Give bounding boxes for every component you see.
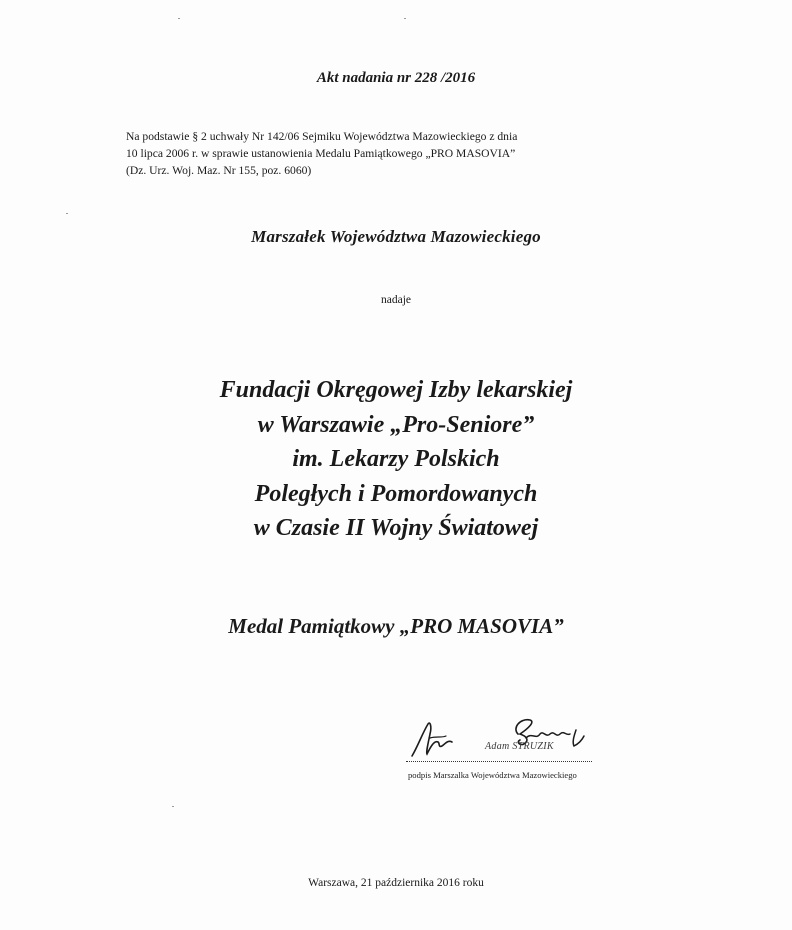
legal-basis-line: (Dz. Urz. Woj. Maz. Nr 155, poz. 6060) — [126, 164, 312, 177]
scan-speck — [172, 806, 174, 807]
recipient-line: w Czasie II Wojny Światowej — [253, 515, 539, 541]
legal-basis-line: 10 lipca 2006 r. w sprawie ustanowienia Medalu Pamiątkowego „PRO MASOVIA” — [126, 147, 516, 160]
document-title: Akt nadania nr 228 /2016 — [316, 70, 476, 86]
signature-caption: podpis Marszalka Województwa Mazowieckiego — [408, 770, 577, 780]
scan-speck — [66, 213, 68, 214]
legal-basis — [126, 128, 667, 179]
signature-line — [406, 761, 592, 762]
recipient-line: im. Lekarzy Polskich — [292, 446, 500, 472]
recipient-line: Fundacji Okręgowej Izby lekarskiej — [219, 377, 573, 403]
legal-basis-line: Na podstawie § 2 uchwały Nr 142/06 Sejmiku Województwa Mazowieckiego z dnia — [126, 130, 518, 143]
recipient-line: Poległych i Pomordowanych — [254, 480, 538, 507]
scan-speck — [178, 18, 180, 19]
signer-name: Adam STRUZIK — [485, 741, 554, 752]
handwritten-signature — [408, 712, 598, 760]
recipient — [0, 373, 792, 546]
place-and-date: Warszawa, 21 października 2016 roku — [308, 877, 484, 889]
scan-speck — [404, 18, 406, 19]
grants-verb: nadaje — [380, 294, 411, 306]
issuer: Marszałek Województwa Mazowieckiego — [251, 227, 541, 246]
award-name: Medal Pamiątkowy „PRO MASOVIA” — [228, 614, 564, 638]
recipient-line: w Warszawie „Pro-Seniore” — [257, 411, 535, 438]
